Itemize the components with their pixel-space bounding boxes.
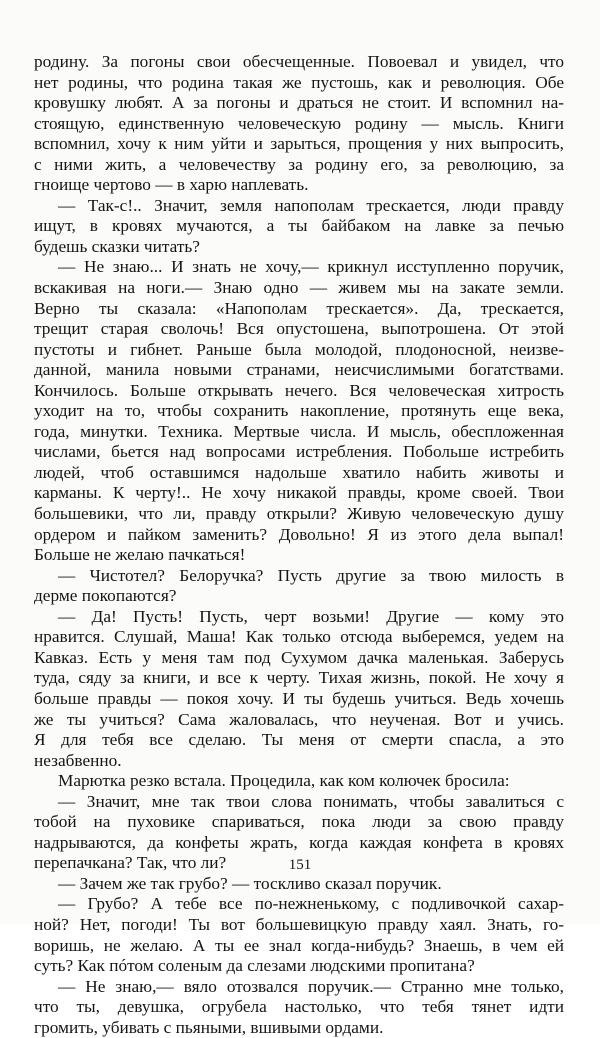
text-line: трещит старая сволочь! Вся опустошена, выпотрошена. От этой bbox=[34, 319, 564, 339]
text-line: — Так-с!.. Значит, земля напополам трескается, люди правду bbox=[58, 195, 564, 215]
text-line: ной? Нет, погоди! Ты вот большевицкую правду хаял. Знать, го- bbox=[34, 914, 564, 934]
text-line: пустоты и гибнет. Раньше была молодой, плодоносной, неизве- bbox=[34, 339, 564, 359]
text-line: — Да! Пусть! Пусть, черт возьми! Другие — кому это bbox=[58, 606, 564, 626]
text-line: Больше не желаю пачкаться! bbox=[34, 545, 246, 565]
text-line: же ты учиться? Сама жаловалась, что неученая. Вот и учись. bbox=[34, 709, 564, 729]
text-line: уходит на то, чтобы сохранить накопление, протянуть еще века, bbox=[34, 401, 564, 421]
text-line: воришь, не желаю. А ты ее знал когда-нибудь? Знаешь, в чем ей bbox=[34, 935, 564, 955]
text-line: нравится. Слушай, Маша! Как только отсюда выберемся, уедем на bbox=[34, 627, 564, 647]
text-line: Я для тебя все сделаю. Ты меня от смерти спасла, а это bbox=[34, 730, 564, 750]
text-line: дерме покопаются? bbox=[34, 586, 177, 606]
text-line: перепачкана? Так, что ли? bbox=[34, 853, 227, 873]
text-line: карманы. К черту!.. Не хочу никакой правды, кроме своей. Твои bbox=[34, 483, 564, 503]
text-line: — Грубо? А тебе все по-нежненькому, с подливочкой сахар- bbox=[58, 894, 564, 914]
text-line: Марютка резко встала. Процедила, как ком колючек бросила: bbox=[58, 771, 510, 791]
text-line: громить, убивать с пьяными, вшивыми ордами. bbox=[34, 1017, 384, 1037]
page-number: 151 bbox=[288, 857, 312, 873]
text-line: людей, чтоб оставшимся надольше хватило набить животы и bbox=[34, 462, 564, 482]
text-line: — Не знаю,— вяло отозвался поручик.— Странно мне только, bbox=[58, 976, 564, 996]
text-line: вскакивая на ноги.— Знаю одно — живем мы на закате земли. bbox=[34, 278, 564, 298]
text-line: с ними жить, а человечеству за родину его, за революцию, за bbox=[34, 154, 564, 174]
text-line: — Чистотел? Белоручка? Пусть другие за твою милость в bbox=[58, 565, 564, 585]
text-line: ордером и пайком заменить? Довольно! Я из этого дела выпал! bbox=[34, 524, 564, 544]
text-line: родину. За погоны свои обесчещенные. Повоевал и увидел, что bbox=[34, 52, 564, 71]
text-line: больше правды — покоя хочу. И ты будешь учиться. Ведь хочешь bbox=[34, 688, 564, 708]
text-line: будешь сказки читать? bbox=[34, 236, 200, 256]
text-line: большевики, что ли, правду открыли? Живую человеческую душу bbox=[34, 504, 564, 524]
text-line: что ты, девушка, огрубела настолько, что тебя тянет идти bbox=[34, 997, 564, 1017]
body-text bbox=[34, 52, 564, 1038]
text-line: — Не знаю... И знать не хочу,— крикнул исступленно поручик, bbox=[58, 257, 564, 277]
text-line: года, минутки. Техника. Мертвые числа. И мысль, обеспложенная bbox=[34, 421, 564, 441]
text-line: числами, бьется над вопросами истребления. Побольше истребить bbox=[34, 442, 564, 462]
text-line: тобой на пуховике спариваться, пока люди за свою правду bbox=[34, 812, 564, 832]
text-line: гноище чертово — в харю наплевать. bbox=[34, 175, 309, 195]
text-line: стоящую, единственную человеческую родину — мысль. Книги bbox=[34, 113, 564, 133]
text-line: — Зачем же так грубо? — тоскливо сказал поручик. bbox=[58, 873, 442, 893]
text-line: надрываются, да конфеты жрать, когда каждая конфета в кровях bbox=[34, 832, 564, 852]
text-line: — Значит, мне так твои слова понимать, чтобы завалиться с bbox=[58, 791, 564, 811]
text-line: нет родины, что родина такая же пустошь, как и революция. Обе bbox=[34, 72, 564, 92]
text-line: Кончилось. Больше открывать нечего. Вся человеческая хитрость bbox=[34, 380, 564, 400]
text-line: кровушку любят. А за погоны и драться не стоит. И вспомнил на- bbox=[34, 93, 564, 113]
text-line: незабвенно. bbox=[34, 750, 122, 770]
text-line: вспомнил, хочу к ним уйти и зарыться, прощения у них выпросить, bbox=[34, 134, 564, 154]
text-line: ищут, в кровях мучаются, а ты байбаком на лавке за печью bbox=[34, 216, 564, 236]
text-line: данной, манила новыми странами, неисчислимыми богатствами. bbox=[34, 360, 564, 380]
text-line: суть? Как пóтом соленым да слезами людскими пропитана? bbox=[34, 956, 475, 976]
text-line: туда, сяду за книги, и все к черту. Тихая жизнь, покой. Не хочу я bbox=[34, 668, 564, 688]
text-line: Верно ты сказала: «Напополам трескается». Да, трескается, bbox=[34, 298, 564, 318]
text-line: Кавказ. Есть у меня там под Сухумом дачка маленькая. Заберусь bbox=[34, 647, 564, 667]
